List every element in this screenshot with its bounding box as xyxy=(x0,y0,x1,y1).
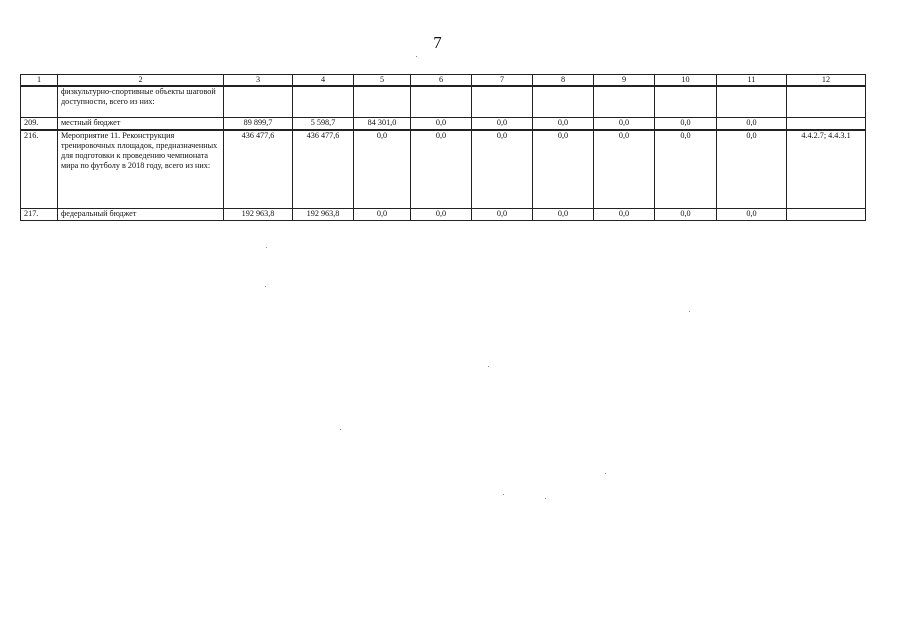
table-cell: 89 899,7 xyxy=(224,118,293,131)
row-reference xyxy=(787,209,866,221)
table-cell: 0,0 xyxy=(717,118,787,131)
table-row xyxy=(21,130,866,209)
column-header: 3 xyxy=(224,75,293,87)
row-name: Мероприятие 11. Реконструкция тренировочных площадок, предназначенных для подготовки к проведению чемпионата мира по футболу в 2018 году, всего из них: xyxy=(58,130,224,209)
table-cell: 0,0 xyxy=(411,209,472,221)
table-cell: 0,0 xyxy=(472,118,533,131)
table-cell: 0,0 xyxy=(655,130,717,209)
column-header: 6 xyxy=(411,75,472,87)
row-number: 209. xyxy=(21,118,58,131)
table-cell: 0,0 xyxy=(472,130,533,209)
table-cell xyxy=(224,86,293,118)
table-cell xyxy=(472,86,533,118)
column-header: 10 xyxy=(655,75,717,87)
row-reference xyxy=(787,118,866,131)
table-cell: 0,0 xyxy=(717,130,787,209)
table-row xyxy=(21,209,866,221)
budget-table xyxy=(20,74,866,221)
column-header: 5 xyxy=(354,75,411,87)
page-number: 7 xyxy=(433,33,442,52)
table-cell: 0,0 xyxy=(533,130,594,209)
table-cell: 0,0 xyxy=(594,209,655,221)
scan-speck xyxy=(605,473,606,474)
table-cell xyxy=(655,86,717,118)
table-cell: 0,0 xyxy=(411,118,472,131)
scan-speck xyxy=(689,311,690,312)
table-cell xyxy=(594,86,655,118)
table-row xyxy=(21,86,866,118)
scan-speck xyxy=(416,56,417,57)
table-cell: 0,0 xyxy=(655,209,717,221)
table-cell: 0,0 xyxy=(594,130,655,209)
table-cell: 0,0 xyxy=(354,130,411,209)
column-header: 8 xyxy=(533,75,594,87)
row-number xyxy=(21,86,58,118)
table-cell: 0,0 xyxy=(594,118,655,131)
table-cell: 0,0 xyxy=(533,209,594,221)
table-cell xyxy=(354,86,411,118)
column-header: 12 xyxy=(787,75,866,87)
table-cell: 192 963,8 xyxy=(293,209,354,221)
row-number: 217. xyxy=(21,209,58,221)
table-cell: 0,0 xyxy=(655,118,717,131)
table-cell: 84 301,0 xyxy=(354,118,411,131)
table-cell: 0,0 xyxy=(717,209,787,221)
column-header: 1 xyxy=(21,75,58,87)
table-row xyxy=(21,118,866,131)
column-header: 7 xyxy=(472,75,533,87)
table-cell xyxy=(293,86,354,118)
column-header: 9 xyxy=(594,75,655,87)
table-cell: 0,0 xyxy=(354,209,411,221)
column-header: 2 xyxy=(58,75,224,87)
table-cell: 5 598,7 xyxy=(293,118,354,131)
row-reference xyxy=(787,86,866,118)
column-header: 4 xyxy=(293,75,354,87)
table-cell: 0,0 xyxy=(411,130,472,209)
scan-speck xyxy=(545,498,546,499)
table-cell: 0,0 xyxy=(533,118,594,131)
table-header-row xyxy=(21,75,866,87)
table-cell: 436 477,6 xyxy=(293,130,354,209)
row-reference: 4.4.2.7; 4.4.3.1 xyxy=(787,130,866,209)
table-cell: 0,0 xyxy=(472,209,533,221)
scan-speck xyxy=(265,286,266,287)
table-cell xyxy=(533,86,594,118)
scan-speck xyxy=(503,494,504,495)
scan-speck xyxy=(488,366,489,367)
column-header: 11 xyxy=(717,75,787,87)
scan-speck xyxy=(340,429,341,430)
row-number: 216. xyxy=(21,130,58,209)
table-cell: 436 477,6 xyxy=(224,130,293,209)
table-cell xyxy=(411,86,472,118)
table-cell xyxy=(717,86,787,118)
scan-speck xyxy=(266,247,267,248)
table-cell: 192 963,8 xyxy=(224,209,293,221)
row-name: физкультурно-спортивные объекты шаговой доступности, всего из них: xyxy=(58,86,224,118)
row-name: местный бюджет xyxy=(58,118,224,131)
row-name: федеральный бюджет xyxy=(58,209,224,221)
